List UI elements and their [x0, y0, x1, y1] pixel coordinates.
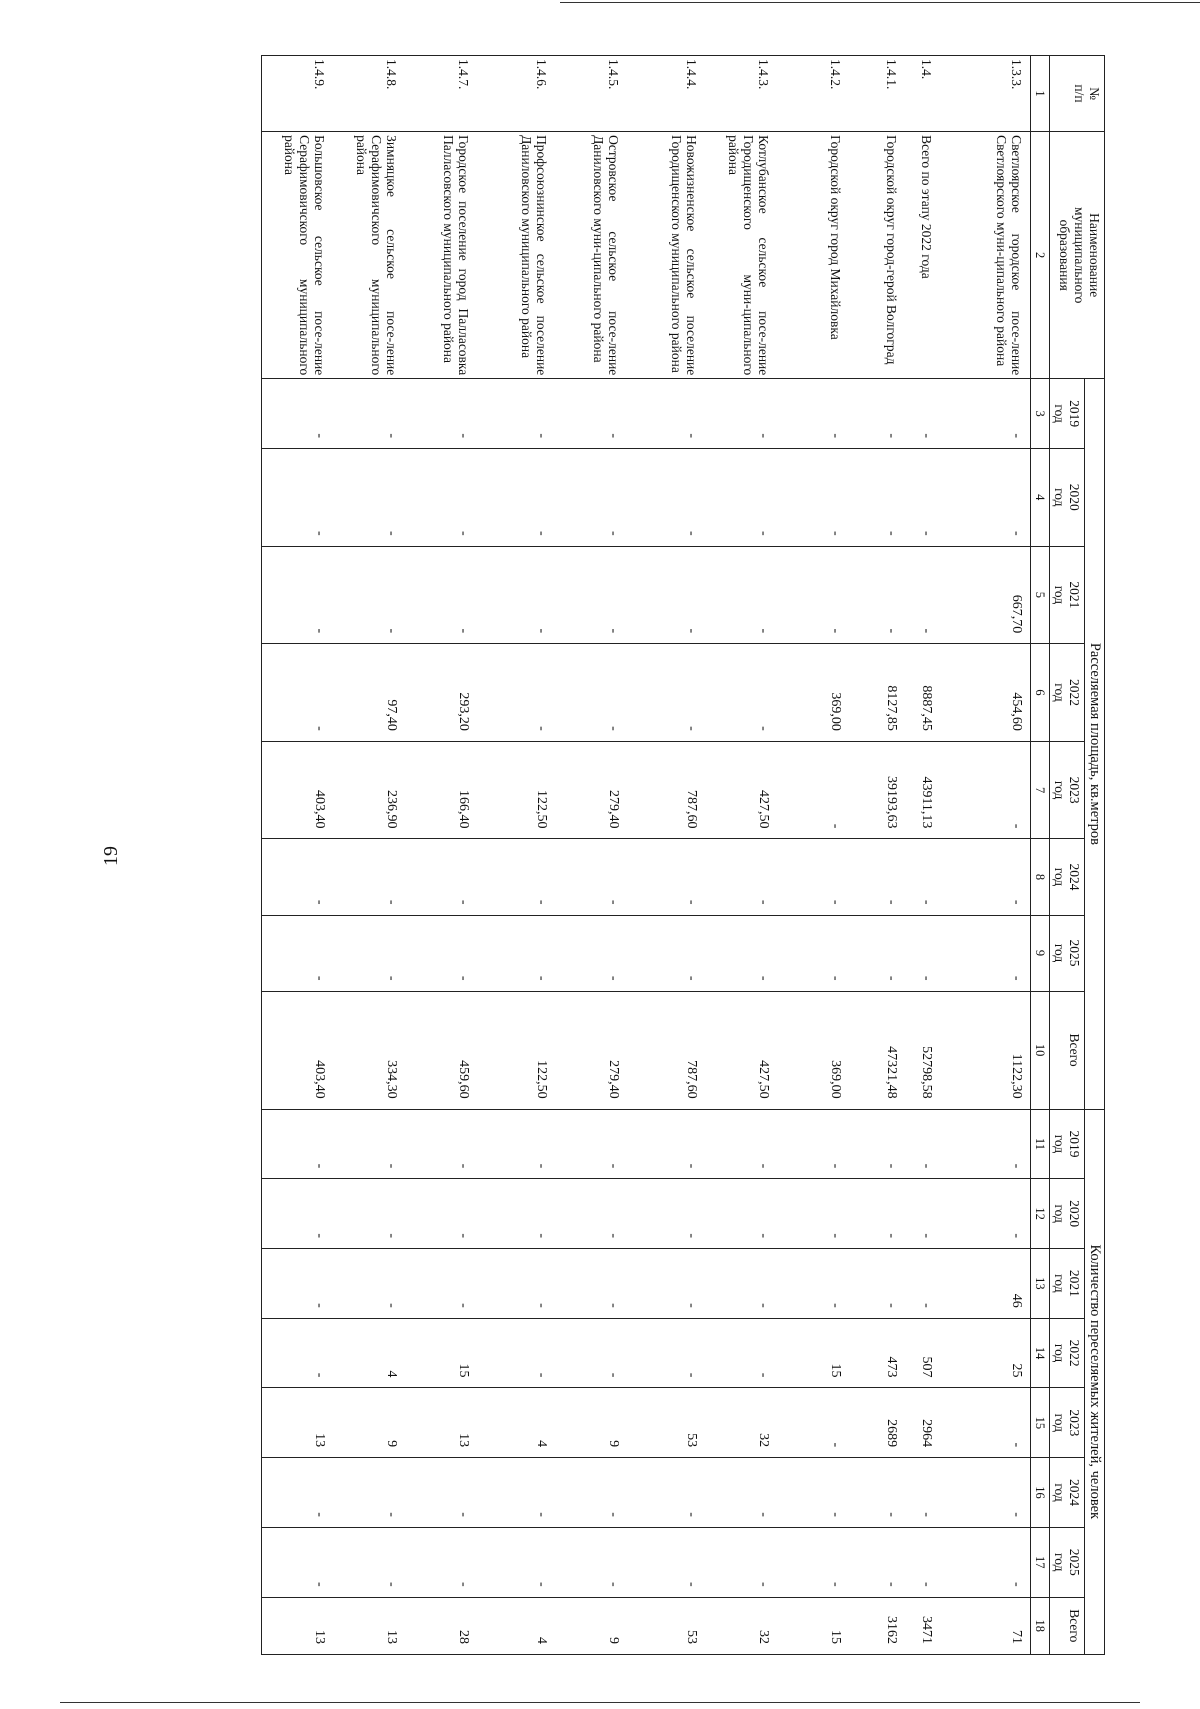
area-value: -: [556, 915, 628, 991]
col-index-7: 7: [1031, 741, 1050, 839]
people-value: -: [706, 1527, 778, 1597]
area-value: -: [262, 839, 334, 915]
people-value: -: [778, 1109, 850, 1179]
col-index-11: 11: [1031, 1109, 1050, 1179]
area-value: 8127,85: [850, 644, 906, 742]
area-value: 369,00: [778, 991, 850, 1109]
area-value: 293,20: [406, 644, 478, 742]
people-value: -: [778, 1527, 850, 1597]
year-value: 2024: [1067, 863, 1082, 891]
people-value: -: [941, 1179, 1031, 1249]
year-word: год: [1052, 1134, 1067, 1154]
people-value: -: [778, 1458, 850, 1528]
table-row: [556, 56, 628, 1655]
area-value: -: [941, 379, 1031, 449]
people-value: -: [906, 1179, 941, 1249]
people-value: 53: [628, 1597, 706, 1654]
people-value: -: [778, 1388, 850, 1458]
people-year-2023: [1050, 1388, 1085, 1458]
people-value: -: [334, 1249, 406, 1319]
area-value: 1122,30: [941, 991, 1031, 1109]
area-value: -: [262, 449, 334, 547]
people-value: -: [556, 1179, 628, 1249]
area-value: -: [628, 379, 706, 449]
year-word: год: [1052, 1483, 1067, 1502]
people-value: -: [262, 1318, 334, 1388]
people-value: -: [628, 1179, 706, 1249]
area-value: -: [478, 546, 556, 644]
area-value: 787,60: [628, 741, 706, 839]
area-value: -: [628, 839, 706, 915]
resettlement-table: [261, 55, 1105, 1655]
people-value: 473: [850, 1318, 906, 1388]
area-value: -: [706, 839, 778, 915]
table-row: [941, 56, 1031, 1655]
area-year-2024: [1050, 839, 1085, 915]
header-num: № п/п: [1050, 56, 1105, 132]
area-value: 122,50: [478, 991, 556, 1109]
area-value: -: [334, 379, 406, 449]
people-value: -: [941, 1388, 1031, 1458]
row-number: 1.4.8.: [334, 56, 406, 132]
people-value: -: [778, 1249, 850, 1319]
people-value: 32: [706, 1388, 778, 1458]
people-value: 2964: [906, 1388, 941, 1458]
people-value: -: [556, 1527, 628, 1597]
people-value: -: [262, 1249, 334, 1319]
area-value: 667,70: [941, 546, 1031, 644]
year-value: 2020: [1067, 1200, 1082, 1228]
people-year-2024: [1050, 1458, 1085, 1528]
year-value: 2022: [1067, 679, 1082, 707]
area-value: -: [556, 839, 628, 915]
area-value: -: [706, 915, 778, 991]
area-value: -: [906, 379, 941, 449]
people-value: 15: [778, 1318, 850, 1388]
people-value: -: [850, 1179, 906, 1249]
people-value: 25: [941, 1318, 1031, 1388]
year-word: год: [1052, 1204, 1067, 1223]
people-value: -: [406, 1179, 478, 1249]
area-value: -: [334, 915, 406, 991]
rotated-table-wrapper: [188, 55, 1105, 1655]
area-value: 39193,63: [850, 741, 906, 839]
area-value: -: [706, 644, 778, 742]
area-value: -: [778, 449, 850, 547]
header-area-group: Расселяемая площадь, кв.метров: [1085, 379, 1105, 1109]
year-word: год: [1052, 1553, 1067, 1572]
area-value: -: [941, 839, 1031, 915]
area-value: -: [906, 546, 941, 644]
people-value: -: [262, 1458, 334, 1528]
people-value: -: [478, 1249, 556, 1319]
col-index-9: 9: [1031, 915, 1050, 991]
col-index-4: 4: [1031, 449, 1050, 547]
year-value: 2022: [1067, 1339, 1082, 1367]
year-value: 2020: [1067, 483, 1082, 511]
table-row: [406, 56, 478, 1655]
area-value: -: [778, 379, 850, 449]
municipality-name: Городское поселение город Палласовка Палласовского муниципального района: [406, 132, 478, 379]
people-value: 4: [334, 1318, 406, 1388]
area-value: 8887,45: [906, 644, 941, 742]
row-number: 1.4.4.: [628, 56, 706, 132]
area-value: -: [778, 839, 850, 915]
people-value: -: [478, 1179, 556, 1249]
people-value: 15: [778, 1597, 850, 1654]
people-value: -: [941, 1527, 1031, 1597]
area-value: 52798,58: [906, 991, 941, 1109]
area-value: 403,40: [262, 991, 334, 1109]
people-value: -: [628, 1527, 706, 1597]
municipality-name: Зимняцкое сельское посе-ление Серафимовичского муниципального района: [334, 132, 406, 379]
people-year-2020: [1050, 1179, 1085, 1249]
area-year-2021: [1050, 546, 1085, 644]
people-value: -: [334, 1179, 406, 1249]
area-value: -: [262, 644, 334, 742]
people-value: 9: [556, 1597, 628, 1654]
people-value: -: [478, 1109, 556, 1179]
people-total-header: Всего: [1050, 1597, 1085, 1654]
area-value: 279,40: [556, 741, 628, 839]
people-value: -: [262, 1109, 334, 1179]
people-value: 4: [478, 1597, 556, 1654]
year-word: год: [1052, 585, 1067, 605]
area-value: -: [706, 546, 778, 644]
area-value: -: [478, 644, 556, 742]
year-value: 2019: [1067, 400, 1082, 428]
col-index-17: 17: [1031, 1527, 1050, 1597]
area-value: -: [556, 379, 628, 449]
people-value: -: [906, 1109, 941, 1179]
municipality-name: Городской округ город-герой Волгоград: [850, 132, 906, 379]
year-word: год: [1052, 1274, 1067, 1293]
table-row: [850, 56, 906, 1655]
people-value: 13: [262, 1388, 334, 1458]
area-value: -: [778, 741, 850, 839]
area-value: -: [262, 915, 334, 991]
area-value: -: [406, 915, 478, 991]
table-row: [628, 56, 706, 1655]
people-value: 13: [334, 1597, 406, 1654]
area-year-2022: [1050, 644, 1085, 742]
row-number: 1.4.9.: [262, 56, 334, 132]
col-index-6: 6: [1031, 644, 1050, 742]
people-value: -: [406, 1458, 478, 1528]
area-total-header: Всего: [1050, 991, 1085, 1109]
people-value: 3162: [850, 1597, 906, 1654]
people-value: 9: [556, 1388, 628, 1458]
area-value: -: [334, 546, 406, 644]
year-word: год: [1052, 1343, 1067, 1363]
col-index-14: 14: [1031, 1318, 1050, 1388]
people-value: -: [850, 1458, 906, 1528]
area-value: -: [941, 915, 1031, 991]
area-value: -: [262, 379, 334, 449]
people-value: -: [628, 1249, 706, 1319]
area-value: -: [556, 449, 628, 547]
area-year-2020: [1050, 449, 1085, 547]
area-value: 427,50: [706, 741, 778, 839]
area-year-2019: [1050, 379, 1085, 449]
people-value: -: [706, 1249, 778, 1319]
col-index-16: 16: [1031, 1458, 1050, 1528]
people-year-2022: [1050, 1318, 1085, 1388]
year-value: 2025: [1067, 939, 1082, 967]
area-value: -: [628, 915, 706, 991]
people-value: -: [556, 1318, 628, 1388]
municipality-name: Светлоярское городское посе-ление Светлоярского муни-ципального района: [941, 132, 1031, 379]
people-value: 15: [406, 1318, 478, 1388]
people-value: -: [906, 1527, 941, 1597]
area-value: 122,50: [478, 741, 556, 839]
area-value: -: [406, 839, 478, 915]
people-year-2025: [1050, 1527, 1085, 1597]
row-number: 1.4.5.: [556, 56, 628, 132]
municipality-name: Профсоюзнинское сельское поселение Даниловского муниципального района: [478, 132, 556, 379]
area-value: -: [941, 741, 1031, 839]
col-index-5: 5: [1031, 546, 1050, 644]
people-value: -: [628, 1109, 706, 1179]
table-row: [334, 56, 406, 1655]
area-value: 459,60: [406, 991, 478, 1109]
people-value: -: [262, 1527, 334, 1597]
area-value: -: [778, 546, 850, 644]
people-value: -: [941, 1109, 1031, 1179]
people-value: 13: [262, 1597, 334, 1654]
year-word: год: [1052, 683, 1067, 702]
people-value: -: [478, 1458, 556, 1528]
area-value: -: [906, 915, 941, 991]
area-value: 403,40: [262, 741, 334, 839]
people-value: -: [778, 1179, 850, 1249]
year-value: 2023: [1067, 1409, 1082, 1437]
people-value: -: [334, 1527, 406, 1597]
people-value: 71: [941, 1597, 1031, 1654]
people-value: -: [478, 1527, 556, 1597]
year-word: год: [1052, 1413, 1067, 1433]
area-value: -: [334, 449, 406, 547]
header-people-group: Количество переселяемых жителей, человек: [1085, 1109, 1105, 1654]
people-value: -: [906, 1458, 941, 1528]
area-value: 369,00: [778, 644, 850, 742]
municipality-name: Котлубанское сельское посе-ление Городищенского муни-ципального района: [706, 132, 778, 379]
year-word: год: [1052, 404, 1067, 423]
people-value: -: [850, 1527, 906, 1597]
people-value: -: [334, 1109, 406, 1179]
area-value: -: [628, 546, 706, 644]
municipality-name: Новожизненское сельское поселение Городищенского муниципального района: [628, 132, 706, 379]
area-year-2023: [1050, 741, 1085, 839]
col-index-10: 10: [1031, 991, 1050, 1109]
area-value: -: [334, 839, 406, 915]
people-value: -: [406, 1527, 478, 1597]
area-value: 47321,48: [850, 991, 906, 1109]
people-year-2019: [1050, 1109, 1085, 1179]
header-row-1: [1085, 56, 1105, 1655]
area-value: -: [628, 644, 706, 742]
header-row-index: [1031, 56, 1050, 1655]
area-value: -: [406, 379, 478, 449]
table-row: [262, 56, 334, 1655]
row-number: 1.4.7.: [406, 56, 478, 132]
row-number: 1.4.1.: [850, 56, 906, 132]
people-value: -: [706, 1458, 778, 1528]
area-value: -: [556, 644, 628, 742]
area-value: -: [406, 449, 478, 547]
people-value: 32: [706, 1597, 778, 1654]
col-index-12: 12: [1031, 1179, 1050, 1249]
people-value: 46: [941, 1249, 1031, 1319]
area-year-2025: [1050, 915, 1085, 991]
header-name: Наименование муниципального образования: [1050, 132, 1105, 379]
year-value: 2023: [1067, 776, 1082, 804]
people-value: -: [628, 1318, 706, 1388]
year-word: год: [1052, 867, 1067, 887]
scan-artifact-top: [560, 2, 1200, 3]
people-value: -: [706, 1318, 778, 1388]
col-index-15: 15: [1031, 1388, 1050, 1458]
area-value: 334,30: [334, 991, 406, 1109]
table-row: [706, 56, 778, 1655]
municipality-name: Большовское сельское посе-ление Серафимовичского муниципального района: [262, 132, 334, 379]
area-value: -: [628, 449, 706, 547]
people-value: 4: [478, 1388, 556, 1458]
municipality-name: Островское сельское посе-ление Даниловского муни-ципального района: [556, 132, 628, 379]
area-value: 427,50: [706, 991, 778, 1109]
people-value: -: [334, 1458, 406, 1528]
people-value: -: [906, 1249, 941, 1319]
table-body: [262, 56, 1031, 1655]
people-value: 53: [628, 1388, 706, 1458]
municipality-name: Всего по этапу 2022 года: [906, 132, 941, 379]
year-value: 2021: [1067, 581, 1082, 609]
people-value: -: [706, 1179, 778, 1249]
col-index-1: 1: [1031, 56, 1050, 132]
scan-artifact-bottom: [60, 1702, 1140, 1703]
people-value: -: [941, 1458, 1031, 1528]
area-value: -: [906, 839, 941, 915]
municipality-name: Городской округ город Михайловка: [778, 132, 850, 379]
people-value: -: [556, 1249, 628, 1319]
people-value: 2689: [850, 1388, 906, 1458]
area-value: -: [850, 379, 906, 449]
area-value: -: [850, 546, 906, 644]
people-year-2021: [1050, 1249, 1085, 1319]
area-value: -: [478, 839, 556, 915]
table-row: [778, 56, 850, 1655]
area-value: -: [941, 449, 1031, 547]
area-value: -: [778, 915, 850, 991]
page-number: 19: [100, 846, 122, 866]
people-value: -: [850, 1249, 906, 1319]
people-value: -: [850, 1109, 906, 1179]
people-value: 9: [334, 1388, 406, 1458]
area-value: 43911,13: [906, 741, 941, 839]
area-value: 236,90: [334, 741, 406, 839]
area-value: 166,40: [406, 741, 478, 839]
people-value: -: [556, 1109, 628, 1179]
row-number: 1.3.3.: [941, 56, 1031, 132]
year-value: 2019: [1067, 1130, 1082, 1158]
year-word: год: [1052, 488, 1067, 507]
year-word: год: [1052, 780, 1067, 800]
area-value: -: [706, 449, 778, 547]
table-row: [906, 56, 941, 1655]
area-value: -: [906, 449, 941, 547]
year-value: 2021: [1067, 1269, 1082, 1297]
row-number: 1.4.: [906, 56, 941, 132]
col-index-8: 8: [1031, 839, 1050, 915]
people-value: -: [406, 1109, 478, 1179]
area-value: -: [262, 546, 334, 644]
row-number: 1.4.6.: [478, 56, 556, 132]
area-value: 787,60: [628, 991, 706, 1109]
people-value: 28: [406, 1597, 478, 1654]
area-value: -: [850, 449, 906, 547]
col-index-3: 3: [1031, 379, 1050, 449]
area-value: -: [850, 915, 906, 991]
people-value: -: [556, 1458, 628, 1528]
col-index-13: 13: [1031, 1249, 1050, 1319]
year-value: 2025: [1067, 1548, 1082, 1576]
area-value: 454,60: [941, 644, 1031, 742]
area-value: -: [478, 379, 556, 449]
people-value: -: [628, 1458, 706, 1528]
row-number: 1.4.2.: [778, 56, 850, 132]
year-word: год: [1052, 943, 1067, 963]
people-value: -: [406, 1249, 478, 1319]
table-row: [478, 56, 556, 1655]
area-value: -: [478, 449, 556, 547]
area-value: 279,40: [556, 991, 628, 1109]
people-value: 3471: [906, 1597, 941, 1654]
people-value: 507: [906, 1318, 941, 1388]
row-number: 1.4.3.: [706, 56, 778, 132]
area-value: -: [406, 546, 478, 644]
area-value: -: [556, 546, 628, 644]
area-value: -: [478, 915, 556, 991]
people-value: -: [478, 1318, 556, 1388]
area-value: -: [850, 839, 906, 915]
people-value: 13: [406, 1388, 478, 1458]
year-value: 2024: [1067, 1479, 1082, 1507]
col-index-18: 18: [1031, 1597, 1050, 1654]
col-index-2: 2: [1031, 132, 1050, 379]
area-value: -: [706, 379, 778, 449]
area-value: 97,40: [334, 644, 406, 742]
people-value: -: [262, 1179, 334, 1249]
people-value: -: [706, 1109, 778, 1179]
